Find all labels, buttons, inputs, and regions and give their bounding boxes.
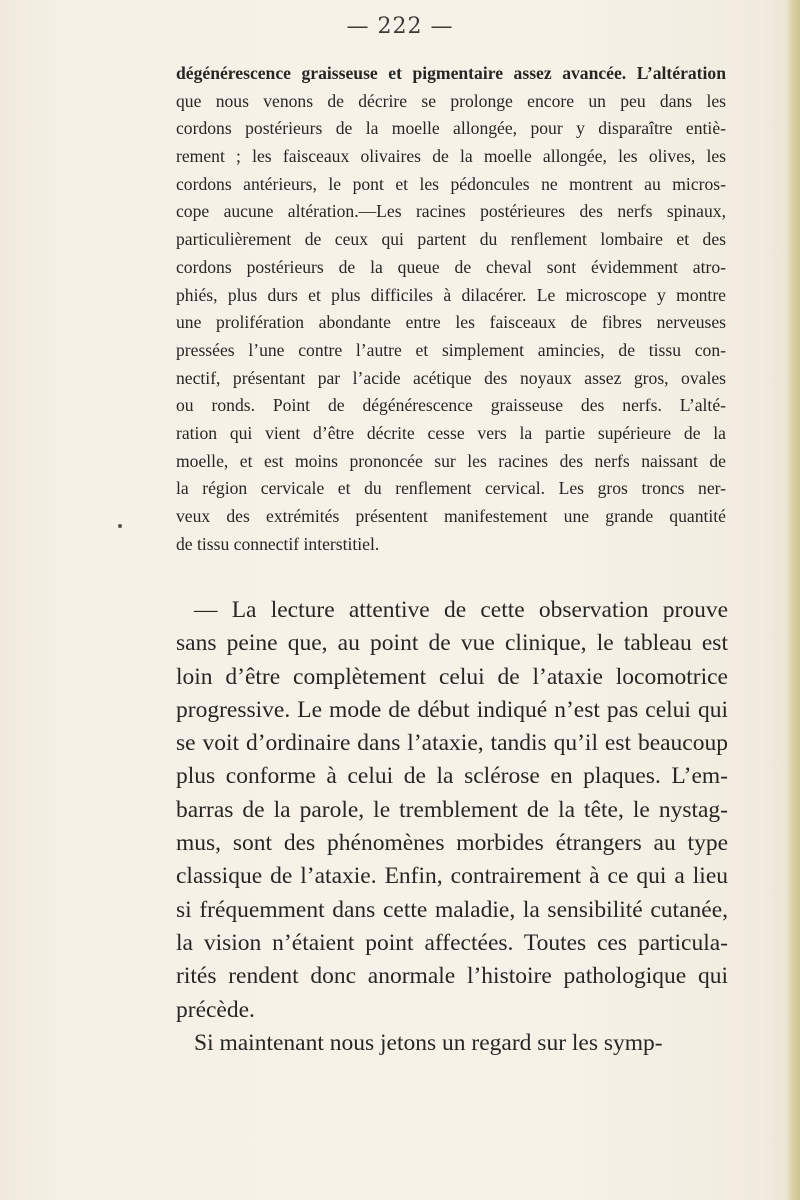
text-line: que nous venons de décrire se prolonge encore un peu dans les: [176, 90, 726, 111]
paragraph-discussion: [176, 594, 728, 1060]
text-line: la région cervicale et du renflement cervical. Les gros troncs ner-: [176, 478, 726, 499]
text-line: veux des extrémités présentent manifestement une grande quantité: [176, 506, 726, 526]
text-line: ou ronds. Point de dégénérescence graisseuse des nerfs. L’alté-: [176, 395, 726, 416]
text-line: loin d’être complètement celui de l’ataxie locomotrice: [176, 663, 728, 690]
text-line: cope aucune altération.—Les racines postérieures des nerfs spinaux,: [176, 201, 726, 222]
text-line: — La lecture attentive de cette observation prouve: [194, 597, 728, 623]
page-edge: [786, 0, 800, 1200]
text-line: ration qui vient d’être décrite cesse vers la partie supérieure de la: [176, 422, 726, 443]
text-line: de tissu connectif interstitiel.: [176, 533, 380, 554]
text-line: particulièrement de ceux qui partent du renflement lombaire et des: [176, 229, 726, 250]
text-line: rités rendent donc anormale l’histoire pathologique qui: [176, 963, 728, 990]
text-line: précède.: [176, 996, 255, 1023]
text-line: [176, 60, 726, 88]
text-line: se voit d’ordinaire dans l’ataxie, tandis qu’il est beaucoup: [176, 730, 728, 757]
bold-phrase: dégénérescence graisseuse et pigmentaire assez avancée.: [176, 63, 627, 83]
text-line: la vision n’étaient point affectées. Toutes ces particula-: [176, 929, 728, 956]
text-line: moelle, et est moins prononcée sur les racines des nerfs naissant de: [176, 450, 726, 471]
text-line: Si maintenant nous jetons un regard sur les symp-: [194, 1029, 663, 1056]
text-line: plus conforme à celui de la sclérose en plaques. L’em-: [176, 763, 728, 790]
margin-mark: [118, 524, 122, 528]
text-line: mus, sont des phénomènes morbides étrangers au type: [176, 830, 728, 857]
text-line: progressive. Le mode de début indiqué n’est pas celui qui: [176, 696, 728, 723]
text-line: pressées l’une contre l’autre et simplement amincies, de tissu con-: [176, 339, 726, 360]
text-line: classique de l’ataxie. Enfin, contrairement à ce qui a lieu: [176, 863, 728, 890]
text-line: une prolifération abondante entre les faisceaux de fibres nerveuses: [176, 312, 726, 333]
text-line: cordons postérieurs de la queue de cheval sont évidemment atro-: [176, 256, 726, 277]
text-line: rement ; les faisceaux olivaires de la moelle allongée, les olives, les: [176, 146, 726, 167]
text-span: L’altération: [626, 63, 726, 83]
text-line: phiés, plus durs et plus difficiles à dilacérer. Le microscope y montre: [176, 284, 726, 305]
text-line: nectif, présentant par l’acide acétique des noyaux assez gros, ovales: [176, 367, 726, 388]
page-number: — 222 —: [346, 14, 454, 39]
text-line: barras de la parole, le tremblement de la tête, le nystag-: [176, 796, 728, 823]
paragraph-pathology: [176, 60, 726, 558]
text-line: cordons antérieurs, le pont et les pédoncules ne montrent au micros-: [176, 173, 726, 194]
text-line: cordons postérieurs de la moelle allongée, pour y disparaître entiè-: [176, 118, 726, 139]
text-line: sans peine que, au point de vue clinique, le tableau est: [176, 630, 728, 657]
text-line: si fréquemment dans cette maladie, la sensibilité cutanée,: [176, 896, 728, 923]
